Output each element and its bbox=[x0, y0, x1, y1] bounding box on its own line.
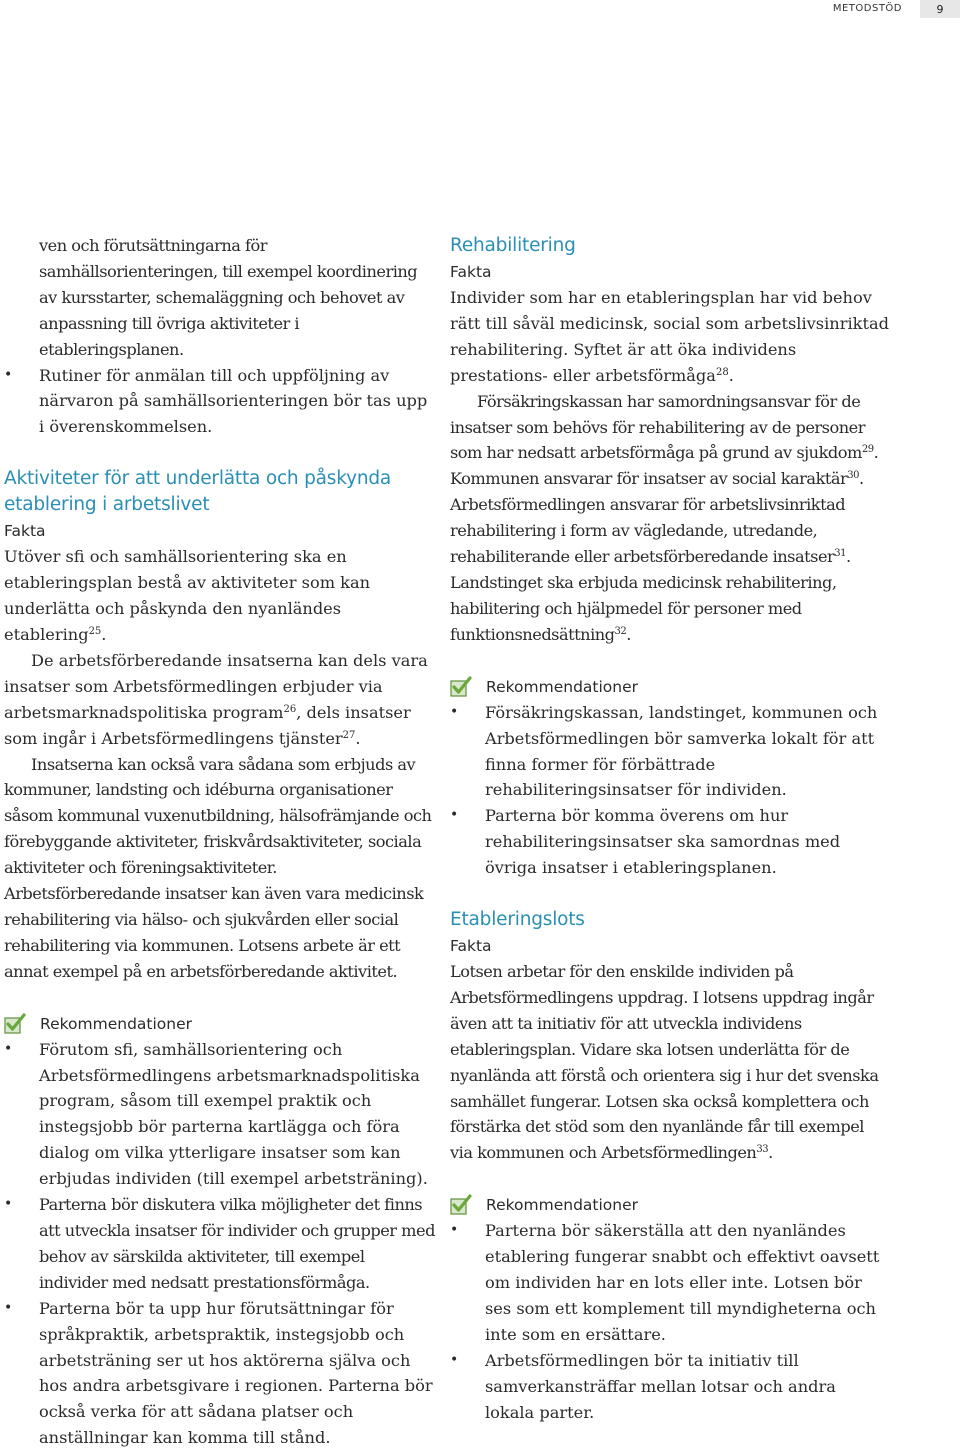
list-item bbox=[4, 1037, 436, 1192]
recommendation-text: Försäkringskassan, landstinget, kommunen och Arbetsförmedlingen bör samverka lokalt för att finna former för förbättrade rehabiliteringsinsatser för individen. bbox=[485, 702, 878, 800]
bullet-icon: • bbox=[450, 807, 459, 824]
recommendation-text: Parterna bör komma överens om hur rehabiliteringsinsatser ska samordnas med övriga insatser i etableringsplanen. bbox=[485, 806, 841, 878]
recommendations-label: Rekommendationer bbox=[486, 677, 639, 696]
section-heading-lots: Etableringslots bbox=[450, 909, 585, 931]
page-header bbox=[833, 0, 960, 18]
bullet-icon: • bbox=[450, 1222, 459, 1239]
recommendations-heading bbox=[450, 1192, 890, 1218]
bullet-icon: • bbox=[4, 1299, 13, 1316]
list-item bbox=[450, 1218, 890, 1348]
page-number: 9 bbox=[920, 0, 960, 18]
section-heading-rehabilitation: Rehabilitering bbox=[450, 235, 576, 256]
footnote-ref[interactable]: 31 bbox=[834, 548, 847, 560]
list-item bbox=[4, 1296, 436, 1451]
list-item bbox=[450, 1348, 890, 1426]
recommendations-label: Rekommendationer bbox=[486, 1196, 639, 1215]
footnote-ref[interactable]: 32 bbox=[614, 625, 627, 637]
recommendation-text: Parterna bör ta upp hur förutsättningar för språkpraktik, arbetspraktik, instegsjobb och arbetsträning ser ut hos aktörerna själva och hos andra arbetsgivare i regionen. Parterna bör också verka för att sådana platser och anställningar kan komma till stånd. bbox=[39, 1298, 433, 1448]
list-item bbox=[450, 803, 890, 881]
bullet-icon: • bbox=[450, 703, 459, 720]
recommendations-label: Rekommendationer bbox=[40, 1014, 193, 1033]
list-item bbox=[4, 363, 436, 441]
list-item bbox=[4, 1192, 436, 1296]
recommendation-text: Förutom sfi, samhällsorientering och Arbetsförmedlingens arbetsmarknadspolitiska program, såsom till exempel praktik och instegsjobb bör parterna kartlägga och föra dialog om vilka ytterligare insatser som kan erbjudas individen (till exempel arbetsträning). bbox=[39, 1039, 428, 1189]
footnote-ref[interactable]: 33 bbox=[756, 1144, 769, 1156]
recommendations-heading bbox=[450, 674, 890, 700]
bullet-icon: • bbox=[450, 1351, 459, 1368]
fakta-label: Fakta bbox=[450, 263, 492, 281]
recommendations-list bbox=[4, 1037, 436, 1451]
recommendations-heading bbox=[4, 1011, 436, 1037]
intro-continuation: ven och förutsättningarna för samhällsorienteringen, till exempel koordinering av kursstarter, schemaläggning och behovet av anpassning till övriga aktiviteter i etableringsplanen. bbox=[39, 236, 418, 359]
checkbox-check-icon bbox=[450, 1194, 472, 1216]
body-paragraph: Utöver sfi och samhällsorientering ska en etableringsplan bestå av aktiviteter som kan underlätta och påskynda den nyanländes etablering$^{25}$. bbox=[4, 547, 371, 644]
body-paragraph: Insatserna kan också vara sådana som erbjuds av kommuner, landsting och idéburna organisationer såsom kommunal vuxenutbildning, hälsofrämjande och förebyggande aktiviteter, friskvårdsaktiviteter, sociala aktiviteter och föreningsaktiviteter. Arbetsförberedande insatser kan även vara medicinsk rehabilitering via hälso- och sjukvården eller social rehabilitering via kommunen. Lotsens arbete är ett annat exempel på en arbetsförberedande aktivitet. bbox=[4, 754, 432, 981]
bullet-icon: • bbox=[4, 366, 13, 383]
bullet-icon: • bbox=[4, 1040, 13, 1057]
section-heading-activities: Aktiviteter för att underlätta och påskynda etablering i arbetslivet bbox=[4, 468, 392, 516]
left-column bbox=[4, 233, 436, 1451]
intro-list bbox=[4, 233, 436, 440]
fakta-label: Fakta bbox=[4, 522, 46, 541]
recommendation-text: Arbetsförmedlingen bör ta initiativ till samverkansträffar mellan lotsar och andra lokala parter. bbox=[485, 1350, 836, 1422]
footnote-ref[interactable]: 25 bbox=[88, 625, 102, 637]
fakta-label: Fakta bbox=[450, 937, 492, 956]
footnote-ref[interactable]: 27 bbox=[342, 729, 356, 741]
recommendation-text: Parterna bör diskutera vilka möjligheter det finns att utveckla insatser för individer och grupper med behov av särskilda aktiviteter, till exempel individer med nedsatt prestationsförmåga. bbox=[39, 1195, 435, 1292]
recommendation-text: Parterna bör säkerställa att den nyanländes etablering fungerar snabbt och effektivt oavsett om individen har en lots eller inte. Lotsen bör ses som ett komplement till myndigheterna och inte som en ersättare. bbox=[485, 1221, 880, 1344]
checkbox-check-icon bbox=[4, 1013, 26, 1035]
intro-bullet-text: Rutiner för anmälan till och uppföljning av närvaron på samhällsorienteringen bör tas upp i överenskommelsen. bbox=[39, 365, 428, 437]
recommendations-list bbox=[450, 700, 890, 881]
footnote-ref[interactable]: 28 bbox=[715, 366, 729, 378]
checkbox-check-icon bbox=[450, 676, 472, 698]
footnote-ref[interactable]: 26 bbox=[283, 703, 297, 715]
body-paragraph: Försäkringskassan har samordningsansvar för de insatser som behövs för rehabilitering av de personer som har nedsatt arbetsförmåga på grund av sjukdom$^{29}$. Kommunen ansvarar för insatser av social karaktär$^{30}$. Arbetsförmedlingen ansvarar för arbetslivsinriktad rehabilitering i form av vägledande, utredande, rehabiliterande eller arbetsförberedande insatser$^{31}$. Landstinget ska erbjuda medicinsk rehabilitering, habilitering och hjälpmedel för personer med funktionsnedsättning$^{32}$. bbox=[450, 391, 879, 644]
bullet-icon: • bbox=[4, 1196, 13, 1213]
body-paragraph: Individer som har en etableringsplan har vid behov rätt till såväl medicinsk, social som arbetslivsinriktad rehabilitering. Syftet är att öka individens prestations- eller arbetsförmåga$^{28}$. bbox=[450, 288, 889, 385]
body-paragraph: Lotsen arbetar för den enskilde individen på Arbetsförmedlingens uppdrag. I lotsens uppdrag ingår även att ta initiativ för att utveckla individens etableringsplan. Vidare ska lotsen underlätta för de nyanlända att förstå och orientera sig i hur det svenska samhället fungerar. Lotsen ska också komplettera och förstärka det stöd som den nyanlände får till exempel via kommunen och Arbetsförmedlingen$^{33}$. bbox=[450, 962, 879, 1163]
right-column bbox=[450, 233, 890, 1426]
list-item bbox=[450, 700, 890, 804]
body-paragraph: De arbetsförberedande insatserna kan dels vara insatser som Arbetsförmedlingen erbjuder via arbetsmarknadspolitiska program$^{26}$, dels insatser som ingår i Arbetsförmedlingens tjänster$^{27}$. bbox=[4, 650, 428, 748]
section-title: METODSTÖD bbox=[832, 3, 902, 14]
list-item bbox=[4, 233, 436, 363]
footnote-ref[interactable]: 29 bbox=[861, 444, 874, 456]
footnote-ref[interactable]: 30 bbox=[847, 470, 860, 482]
recommendations-list bbox=[450, 1218, 890, 1425]
